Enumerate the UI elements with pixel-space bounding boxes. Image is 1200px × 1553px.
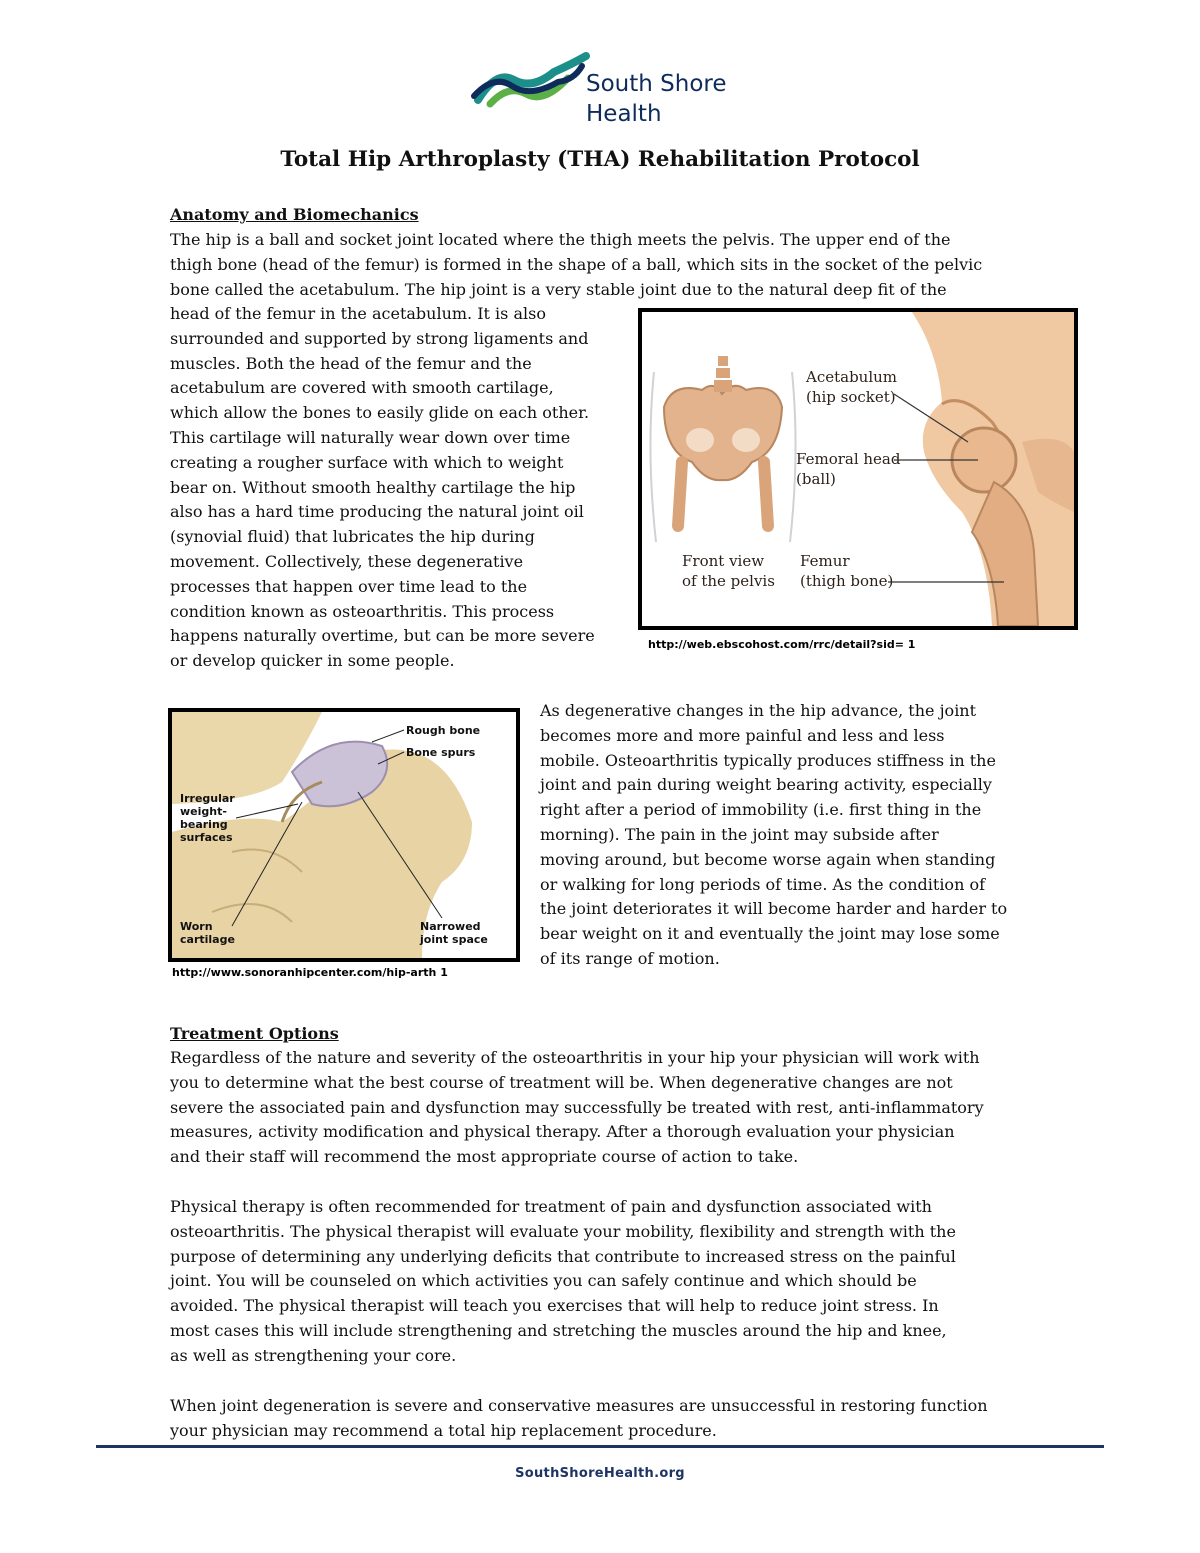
text-line: processes that happen over time lead to the bbox=[170, 576, 528, 596]
hip-anatomy-illustration bbox=[642, 312, 1074, 626]
text-line: becomes more and more painful and less and less bbox=[540, 725, 945, 745]
text-line: muscles. Both the head of the femur and the bbox=[170, 353, 532, 373]
text-line: happens naturally overtime, but can be more severe bbox=[170, 626, 595, 646]
text-line: the joint deteriorates it will become harder and harder to bbox=[540, 899, 1008, 919]
text-line: creating a rougher surface with which to weight bbox=[170, 452, 564, 472]
page-title: Total Hip Arthroplasty (THA) Rehabilitation Protocol bbox=[280, 147, 920, 172]
treatment-heading: Treatment Options bbox=[170, 1024, 339, 1043]
osteoarthritis-illustration bbox=[172, 712, 516, 958]
text-line: moving around, but become worse again when standing bbox=[540, 849, 996, 869]
text-line: (synovial fluid) that lubricates the hip during bbox=[170, 527, 535, 547]
label-front-view-sub: of the pelvis bbox=[682, 572, 775, 590]
anatomy-intro bbox=[170, 228, 1070, 302]
label-acetabulum-sub: (hip socket) bbox=[806, 388, 896, 406]
text-line: thigh bone (head of the femur) is formed in the shape of a ball, which sits in the socket of the pelvic bbox=[170, 254, 983, 274]
brand-name-line2: Health bbox=[586, 101, 662, 127]
anatomy-heading: Anatomy and Biomechanics bbox=[170, 205, 419, 224]
text-line: This cartilage will naturally wear down over time bbox=[170, 427, 571, 447]
text-line: which allow the bones to easily glide on each other. bbox=[170, 403, 590, 423]
text-line: most cases this will include strengthening and stretching the muscles around the hip and knee, bbox=[170, 1320, 947, 1340]
label-rough-bone: Rough bone bbox=[406, 724, 481, 737]
text-line: bone called the acetabulum. The hip joint is a very stable joint due to the natural deep fit of the bbox=[170, 279, 947, 299]
wave-logo-icon bbox=[470, 48, 590, 118]
text-line: purpose of determining any underlying deficits that contribute to increased stress on the painful bbox=[170, 1246, 956, 1266]
text-line: bear weight on it and eventually the joint may lose some bbox=[540, 924, 1000, 944]
label-worn-1: Worn bbox=[180, 920, 213, 933]
text-line: As degenerative changes in the hip advance, the joint bbox=[540, 701, 977, 720]
text-line: Regardless of the nature and severity of the osteoarthritis in your hip your physician will work with bbox=[170, 1048, 980, 1067]
figure1-source-link[interactable]: http://web.ebscohost.com/rrc/detail?sid= 1 bbox=[648, 638, 916, 651]
label-worn-2: cartilage bbox=[180, 933, 235, 946]
label-irregular-2: weight- bbox=[180, 805, 227, 818]
anatomy-body bbox=[170, 302, 630, 674]
label-narrowed-1: Narrowed bbox=[420, 920, 481, 933]
hip-anatomy-figure bbox=[638, 308, 1078, 630]
text-line: avoided. The physical therapist will teach you exercises that will help to reduce joint stress. In bbox=[170, 1296, 939, 1316]
text-line: movement. Collectively, these degenerative bbox=[170, 551, 524, 571]
treatment-paragraph-3 bbox=[170, 1394, 1070, 1444]
label-front-view: Front view bbox=[682, 552, 765, 570]
label-femur-sub: (thigh bone) bbox=[800, 572, 894, 590]
text-line: osteoarthritis. The physical therapist will evaluate your mobility, flexibility and strength with the bbox=[170, 1221, 956, 1241]
text-line: right after a period of immobility (i.e. first thing in the bbox=[540, 800, 982, 820]
footer-website-link[interactable]: SouthShoreHealth.org bbox=[515, 1466, 685, 1481]
degeneration-text bbox=[540, 699, 1040, 972]
text-line: and their staff will recommend the most appropriate course of action to take. bbox=[170, 1147, 799, 1167]
osteoarthritis-figure bbox=[168, 708, 520, 962]
text-line: Physical therapy is often recommended for treatment of pain and dysfunction associated with bbox=[170, 1197, 932, 1216]
text-line: condition known as osteoarthritis. This process bbox=[170, 601, 555, 621]
label-acetabulum: Acetabulum bbox=[806, 368, 898, 386]
text-line: head of the femur in the acetabulum. It is also bbox=[170, 304, 546, 323]
text-line: you to determine what the best course of treatment will be. When degenerative changes are not bbox=[170, 1072, 953, 1092]
text-line: surrounded and supported by strong ligaments and bbox=[170, 328, 589, 348]
text-line: or walking for long periods of time. As the condition of bbox=[540, 874, 986, 894]
text-line: or develop quicker in some people. bbox=[170, 651, 455, 671]
figure2-source-link[interactable]: http://www.sonoranhipcenter.com/hip-arth 1 bbox=[172, 966, 448, 979]
label-irregular-3: bearing bbox=[180, 818, 228, 831]
text-line: bear on. Without smooth healthy cartilage the hip bbox=[170, 477, 576, 497]
label-irregular-1: Irregular bbox=[180, 792, 235, 805]
footer-divider bbox=[96, 1445, 1104, 1448]
text-line: When joint degeneration is severe and conservative measures are unsuccessful in restoring function bbox=[170, 1396, 988, 1415]
text-line: measures, activity modification and physical therapy. After a thorough evaluation your physician bbox=[170, 1122, 955, 1142]
label-irregular-4: surfaces bbox=[180, 831, 233, 844]
treatment-paragraph-1 bbox=[170, 1046, 1070, 1170]
label-bone-spurs: Bone spurs bbox=[406, 746, 476, 759]
south-shore-health-logo bbox=[470, 44, 740, 130]
text-line: of its range of motion. bbox=[540, 948, 720, 968]
text-line: The hip is a ball and socket joint located where the thigh meets the pelvis. The upper end of the bbox=[170, 230, 951, 249]
brand-name-line1: South Shore bbox=[586, 71, 727, 97]
text-line: acetabulum are covered with smooth cartilage, bbox=[170, 378, 554, 398]
text-line: as well as strengthening your core. bbox=[170, 1345, 457, 1365]
treatment-paragraph-2 bbox=[170, 1195, 1070, 1369]
label-femoral-head-sub: (ball) bbox=[796, 470, 836, 488]
text-line: your physician may recommend a total hip replacement procedure. bbox=[170, 1420, 717, 1440]
text-line: morning). The pain in the joint may subside after bbox=[540, 824, 939, 844]
text-line: joint. You will be counseled on which activities you can safely continue and which should be bbox=[170, 1271, 917, 1291]
text-line: mobile. Osteoarthritis typically produces stiffness in the bbox=[540, 750, 996, 770]
label-femur: Femur bbox=[800, 552, 850, 570]
text-line: joint and pain during weight bearing activity, especially bbox=[540, 775, 992, 795]
text-line: also has a hard time producing the natural joint oil bbox=[170, 502, 584, 522]
text-line: severe the associated pain and dysfunction may successfully be treated with rest, anti-inflammatory bbox=[170, 1097, 984, 1117]
label-femoral-head: Femoral head bbox=[796, 450, 901, 468]
label-narrowed-2: joint space bbox=[420, 933, 488, 946]
